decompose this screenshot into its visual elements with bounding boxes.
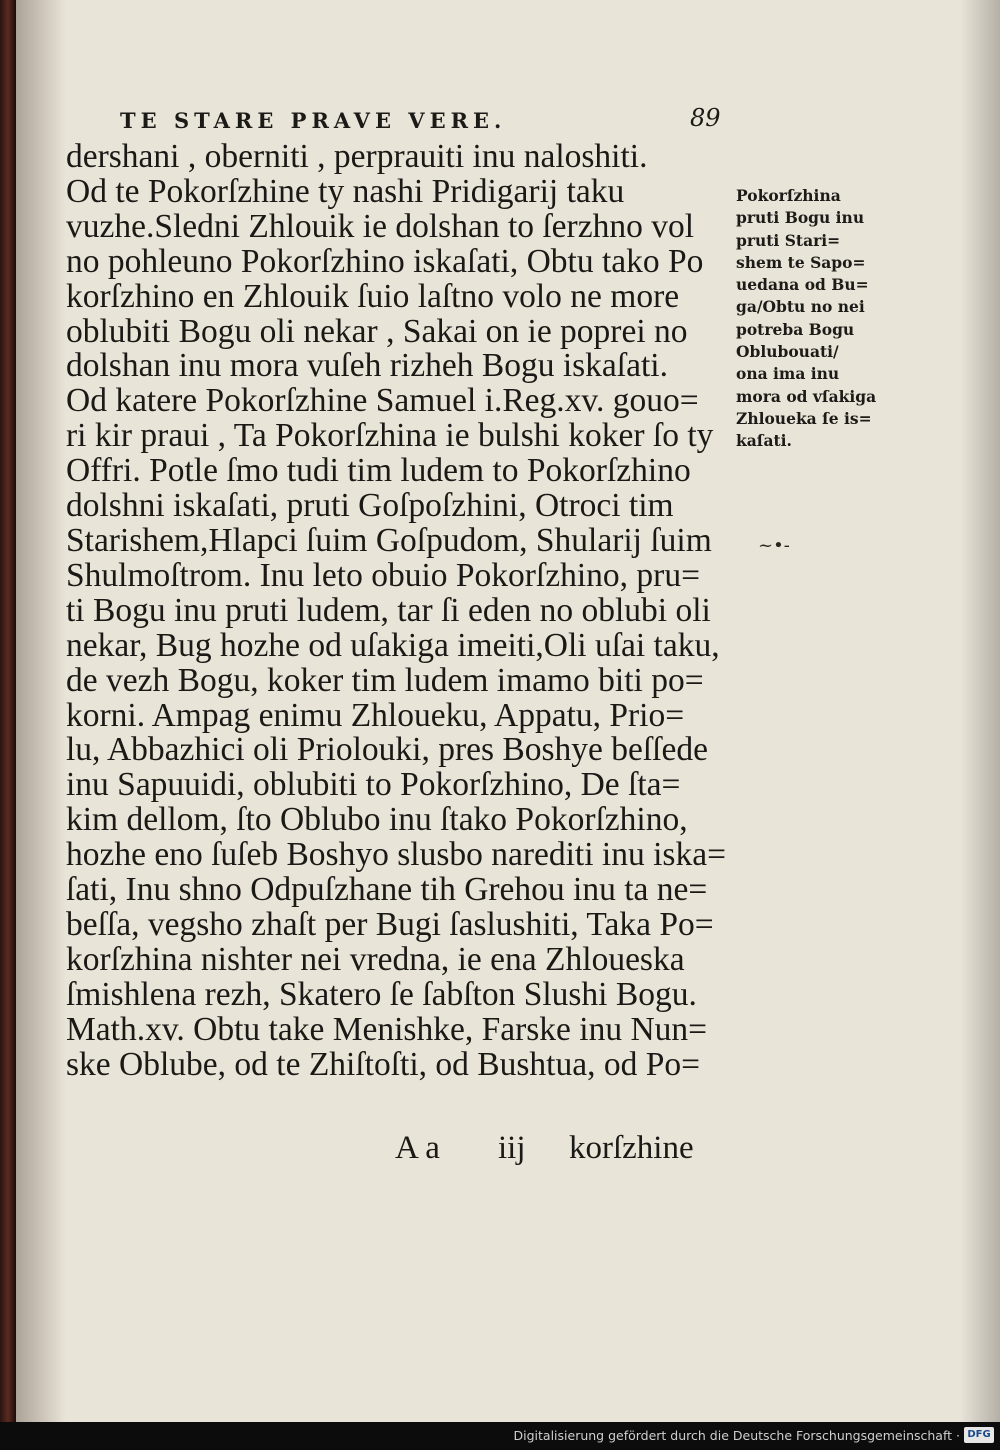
catchword: korſzhine (569, 1130, 694, 1166)
marginal-line: mora od vſakiga (736, 386, 877, 406)
text-line: dolshni iskaſati, pruti Goſpoſzhini, Otroci tim (66, 489, 674, 524)
text-line: Starishem,Hlapci ſuim Goſpudom, Shularij ſuim (66, 523, 712, 559)
marginal-line: Zhloueka ſe is= (736, 408, 872, 428)
text-line: korni. Ampag enimu Zhloueku, Appatu, Prio= (66, 698, 685, 734)
marginal-note (736, 185, 906, 453)
body-text (66, 140, 746, 1082)
funding-note: Digitalisierung gefördert durch die Deutsche Forschungsgemeinschaft · (513, 1428, 960, 1443)
text-line: dolshan inu mora vuſeh rizheh Bogu iskaſati. (66, 349, 668, 385)
text-line: korſzhino en Zhlouik ſuio laſtno volo ne more (66, 279, 680, 315)
text-line: vuzhe.Sledni Zhlouik ie dolshan to ſerzhno vol (66, 209, 695, 245)
marginal-line: pruti Bogu inu (736, 208, 865, 228)
text-line: Od katere Pokorſzhine Samuel i.Reg.xv. gouo= (66, 384, 699, 420)
page-edge-shadow (960, 0, 1000, 1422)
ornament-flourish-icon: ~•- (758, 535, 790, 556)
marginal-line: Pokorſzhina (736, 186, 841, 205)
text-line: ti Bogu inu pruti ludem, tar ſi eden no oblubi oli (66, 593, 711, 629)
marginal-line: ga/Obtu no nei (736, 297, 865, 317)
text-line: Shulmoſtrom. Inu leto obuio Pokorſzhino, pru= (66, 558, 700, 594)
text-line: hozhe eno ſuſeb Boshyo slusbo narediti inu iska= (66, 838, 726, 874)
marginal-line: shem te Sapo= (736, 252, 866, 272)
text-line: inu Sapuuidi, oblubiti to Pokorſzhino, De ſta= (66, 768, 681, 804)
signature-mark: A a (395, 1130, 440, 1166)
marginal-line: Oblubouati/ (736, 342, 839, 362)
text-line: kim dellom, ſto Oblubo inu ſtako Pokorſzhino, (66, 803, 688, 839)
text-line: Offri. Potle ſmo tudi tim ludem to Pokorſzhino (66, 454, 691, 490)
text-line: ri kir praui , Ta Pokorſzhina ie bulshi koker ſo ty (66, 419, 714, 455)
text-line: ske Oblube, od te Zhiſtoſti, od Bushtua, od Po= (66, 1047, 700, 1083)
marginal-line: kaſati. (736, 431, 792, 451)
marginal-line: pruti Stari= (736, 230, 841, 250)
text-line: ſati, Inu shno Odpuſzhane tih Grehou inu ta ne= (66, 873, 708, 908)
dfg-logo-icon: DFG (964, 1427, 994, 1443)
running-head: TE STARE PRAVE VERE. (120, 108, 507, 133)
text-line: oblubiti Bogu oli nekar , Sakai on ie poprei no (66, 314, 688, 350)
book-binding-edge (0, 0, 16, 1450)
text-line: ſmishlena rezh, Skatero ſe ſabſton Slushi Bogu. (66, 977, 697, 1013)
marginal-line: uedana od Bu= (736, 275, 869, 295)
page-number: 89 (690, 104, 721, 132)
marginal-line: potreba Bogu (736, 319, 855, 339)
marginal-line: ona ima inu (736, 364, 840, 384)
signature-number: iij (498, 1130, 526, 1166)
text-line: dershani , oberniti , perprauiti inu naloshiti. (66, 140, 648, 175)
text-line: Math.xv. Obtu take Menishke, Farske inu Nun= (66, 1012, 708, 1048)
text-line: lu, Abbazhici oli Priolouki, pres Boshye beſſede (66, 733, 708, 769)
text-line: no pohleuno Pokorſzhino iskaſati, Obtu tako Po (66, 244, 704, 280)
text-line: Od te Pokorſzhine ty nashi Pridigarij taku (66, 174, 625, 210)
text-line: korſzhina nishter nei vredna, ie ena Zhloueska (66, 942, 685, 978)
text-line: beſſa, vegsho zhaſt per Bugi ſaslushiti, Taka Po= (66, 907, 714, 943)
text-line: de vezh Bogu, koker tim ludem imamo biti po= (66, 663, 704, 699)
gutter-shadow (16, 0, 66, 1422)
text-line: nekar, Bug hozhe od uſakiga imeiti,Oli uſai taku, (66, 628, 720, 664)
